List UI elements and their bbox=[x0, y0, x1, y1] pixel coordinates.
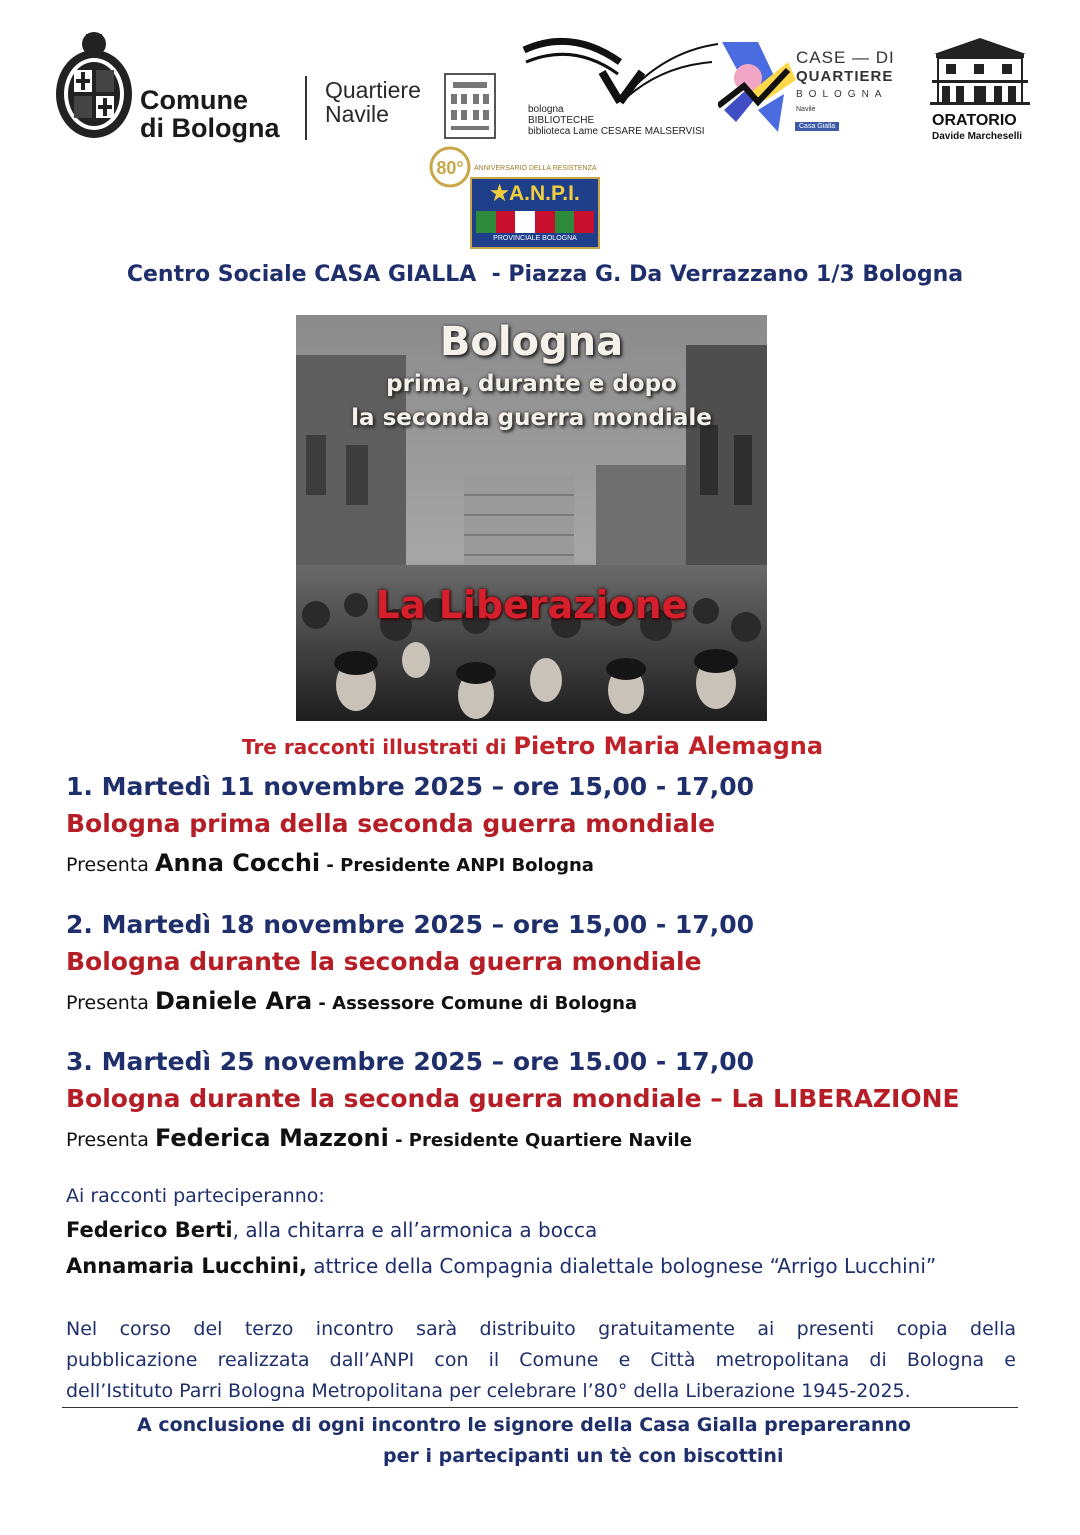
event-3-title: Bologna durante la seconda guerra mondiale – La LIBERAZIONE bbox=[66, 1084, 960, 1113]
intro-author: Pietro Maria Alemagna bbox=[513, 732, 824, 760]
divider-line bbox=[62, 1407, 1018, 1408]
event-1 bbox=[66, 770, 754, 885]
presenter-name: Federica Mazzoni bbox=[154, 1124, 389, 1152]
closing-line-1: A conclusione di ogni incontro le signore della Casa Gialla prepareranno bbox=[137, 1414, 911, 1436]
presenta-label: Presenta bbox=[66, 1129, 155, 1151]
event-1-title: Bologna prima della seconda guerra mondiale bbox=[66, 809, 716, 838]
partner-logos bbox=[0, 0, 1080, 250]
event-2-date: 2. Martedì 18 novembre 2025 – ore 15,00 - 17,00 bbox=[66, 910, 754, 939]
anpi-logo bbox=[428, 145, 606, 250]
oratorio-building-icon bbox=[928, 36, 1032, 106]
open-book-icon bbox=[522, 32, 722, 107]
participant-1-desc: , alla chitarra e all’armonica a bocca bbox=[232, 1218, 598, 1242]
participant-2-name: Annamaria Lucchini, bbox=[66, 1254, 307, 1278]
event-1-date: 1. Martedì 11 novembre 2025 – ore 15,00 - 17,00 bbox=[66, 772, 754, 801]
poster-title: Bologna bbox=[439, 319, 624, 365]
biblioteca-malservisi-logo bbox=[522, 32, 722, 147]
closing-line-2: per i partecipanti un tè con biscottini bbox=[383, 1445, 784, 1467]
quartiere-line2: Navile bbox=[325, 101, 389, 127]
case-line2: QUARTIERE bbox=[796, 68, 894, 85]
presenter-role: - Presidente Quartiere Navile bbox=[388, 1130, 692, 1151]
case-di-quartiere-logo bbox=[718, 40, 903, 140]
event-3 bbox=[66, 1045, 960, 1160]
anpi-80-label: 80° bbox=[436, 158, 464, 178]
intro-line bbox=[242, 732, 823, 760]
event-3-presenter bbox=[66, 1119, 960, 1160]
biblio-line2: BIBLIOTECHE bbox=[528, 115, 595, 126]
note-line-1: Nel corso del terzo incontro sarà distribuito gratuitamente ai presenti copia della bbox=[66, 1318, 1016, 1340]
oratorio-line2: Davide Marcheselli bbox=[932, 131, 1023, 142]
intro-prefix: Tre racconti illustrati di bbox=[242, 735, 514, 759]
presenter-role: - Presidente ANPI Bologna bbox=[320, 855, 594, 876]
italian-flag-icon bbox=[476, 211, 594, 233]
80-anniversary-badge-icon bbox=[428, 145, 476, 189]
presenta-label: Presenta bbox=[66, 992, 155, 1014]
case-quartiere-mark-icon bbox=[718, 40, 798, 140]
event-poster-image bbox=[296, 315, 767, 721]
note-line-2: pubblicazione realizzata dall’ANPI con il Comune e Città metropolitana di Bologna e bbox=[66, 1349, 1016, 1371]
presenta-label: Presenta bbox=[66, 854, 155, 876]
case-line4: Navile bbox=[796, 106, 816, 113]
presenter-role: - Assessore Comune di Bologna bbox=[312, 993, 638, 1014]
anpi-anniversary-text: ANNIVERSARIO DELLA RESISTENZA bbox=[474, 165, 597, 172]
biblio-line1: bologna bbox=[528, 104, 564, 115]
poster-liberazione: La Liberazione bbox=[375, 583, 688, 627]
participant-1-name: Federico Berti bbox=[66, 1218, 233, 1242]
building-icon bbox=[443, 72, 497, 140]
biblio-line3: biblioteca Lame CESARE MALSERVISI bbox=[528, 126, 705, 137]
case-line3: BOLOGNA bbox=[796, 89, 888, 100]
event-3-date: 3. Martedì 25 novembre 2025 – ore 15.00 - 17,00 bbox=[66, 1047, 754, 1076]
venue-heading: Centro Sociale CASA GIALLA - Piazza G. Da Verrazzano 1/3 Bologna bbox=[126, 262, 964, 287]
poster-subtitle-2: la seconda guerra mondiale bbox=[351, 405, 712, 431]
presenter-name: Anna Cocchi bbox=[154, 849, 321, 877]
note-line-3: dell’Istituto Parri Bologna Metropolitana per celebrare l’80° della Liberazione 1945-2025. bbox=[66, 1380, 911, 1402]
event-2-presenter bbox=[66, 982, 754, 1023]
comune-di-bologna-logo bbox=[52, 28, 302, 143]
event-1-presenter bbox=[66, 844, 754, 885]
participant-2-desc: attrice della Compagnia dialettale bolognese “Arrigo Lucchini” bbox=[306, 1254, 937, 1278]
participant-1 bbox=[66, 1212, 936, 1248]
oratorio-line1: ORATORIO bbox=[932, 112, 1017, 129]
participant-2 bbox=[66, 1248, 936, 1284]
anpi-badge bbox=[470, 177, 600, 249]
anpi-name: ★A.N.P.I. bbox=[490, 182, 580, 205]
logo-divider bbox=[305, 76, 307, 140]
event-2-title: Bologna durante la seconda guerra mondiale bbox=[66, 947, 702, 976]
bologna-coat-of-arms-icon bbox=[52, 28, 136, 143]
comune-line2: di Bologna bbox=[140, 113, 280, 143]
comune-line1: Comune bbox=[140, 85, 248, 115]
anpi-provinciale: PROVINCIALE BOLOGNA bbox=[493, 235, 577, 242]
case-line5: Casa Gialla bbox=[795, 122, 839, 131]
participants-heading: Ai racconti parteciperanno: bbox=[66, 1185, 325, 1207]
presenter-name: Daniele Ara bbox=[154, 987, 313, 1015]
case-line1: CASE — DI bbox=[796, 48, 895, 67]
participants-section bbox=[66, 1180, 936, 1284]
quartiere-line1: Quartiere bbox=[325, 77, 421, 103]
oratorio-logo bbox=[928, 36, 1038, 146]
publication-note bbox=[66, 1314, 1016, 1407]
event-2 bbox=[66, 908, 754, 1023]
poster-subtitle-1: prima, durante e dopo bbox=[386, 371, 677, 397]
